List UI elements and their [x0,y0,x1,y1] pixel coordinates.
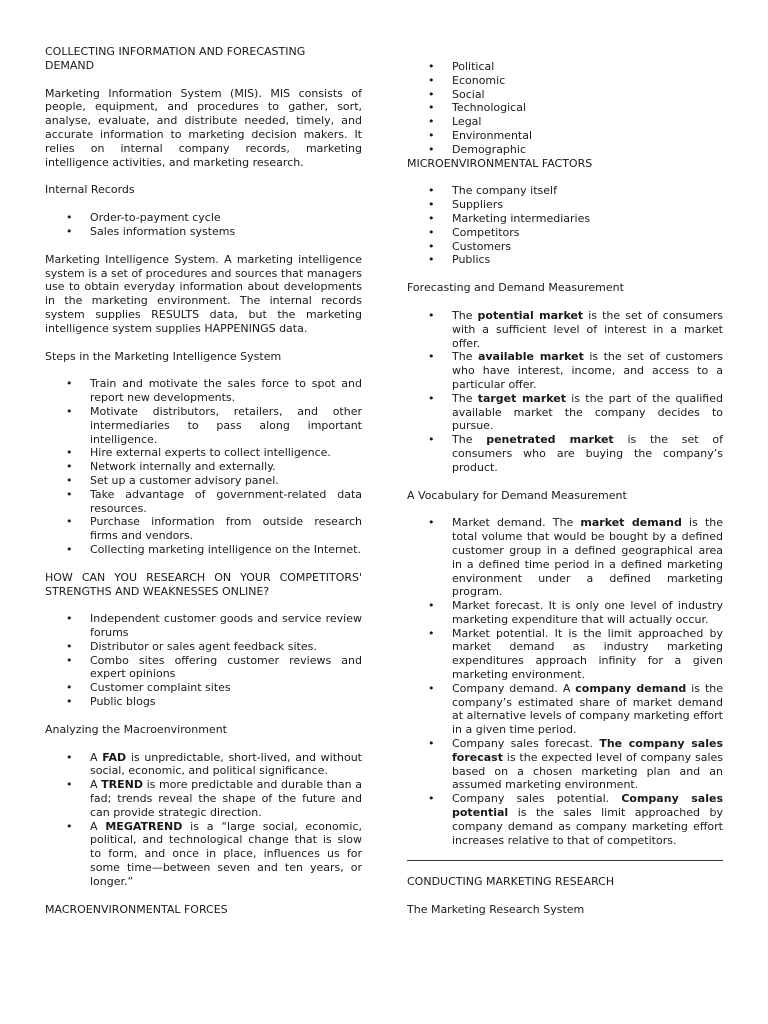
term-highlight: penetrated market [486,433,614,447]
list-item: • Environmental [407,129,723,143]
item-text: Company demand. A [452,681,576,695]
item-text: A [90,819,106,833]
list-item: • Customers [407,240,723,254]
list-item [407,392,723,433]
macro-heading: Analyzing the Macroenvironment [45,722,227,736]
term-highlight: available market [477,350,584,364]
forecast-heading: Forecasting and Demand Measurement [407,281,624,295]
item-text: Market potential. It is the limit approached by market demand as industry marketing expenditures approach infinity for a given marketing environment. [452,626,723,682]
market-definitions-list [407,309,723,475]
item-text: is the company’s estimated share of market demand at alternative levels of company marketing effort in a given time period. [452,681,723,737]
list-item: • Demographic [407,143,723,157]
list-item [45,751,362,779]
list-item [407,516,723,599]
item-text: is the sales limit approached by company demand as company marketing effort increases relative to that of competitors. [452,806,723,847]
list-item: • Suppliers [407,198,723,212]
term-highlight: MEGATREND [105,819,183,833]
term-highlight: The company sales forecast [452,737,724,764]
item-text: The [452,350,478,364]
list-item: • The company itself [407,184,723,198]
item-text: Company sales forecast. [452,737,600,751]
list-item: • Train and motivate the sales force to spot and report new developments. [45,377,362,405]
demand-vocabulary-list [407,516,723,847]
item-text: Market demand. The [452,516,581,530]
term-highlight: FAD [102,750,127,764]
list-item [45,820,362,889]
item-text: is more predictable and durable than a fad; trends reveal the shape of the future and can provide strategic direction. [90,778,362,819]
term-highlight: target market [477,391,567,405]
internal-records-list [45,211,362,239]
list-item [407,433,723,474]
right-column [407,0,723,917]
list-item [407,627,723,682]
list-item [407,309,723,350]
term-highlight: company demand [575,681,687,695]
item-text: is the part of the qualified available market the company decides to pursue. [452,391,723,433]
document-title: COLLECTING INFORMATION AND FORECASTING DEMAND [45,45,306,72]
steps-list [45,377,362,556]
list-item: • Public blogs [45,695,362,709]
list-item: • Set up a customer advisory panel. [45,474,362,488]
list-item: • Political [407,60,723,74]
list-item: • Technological [407,101,723,115]
item-text: Company sales potential. [452,792,622,806]
item-text: is unpredictable, short-lived, and without social, economic, and political significance. [90,750,362,778]
list-item: • Customer complaint sites [45,681,362,695]
marketing-intelligence-paragraph: Marketing Intelligence System. A marketing intelligence system is a set of procedures and sources that managers use to obtain everyday information about developments in the marketing environment. The internal records system supplies RESULTS data, but the marketing intelligence system supplies HAPPENINGS data. [45,252,362,335]
list-item: • Motivate distributors, retailers, and other intermediaries to pass along important intelligence. [45,405,362,446]
list-item: • Combo sites offering customer reviews and expert opinions [45,654,362,682]
list-item [407,737,723,792]
list-item: • Collecting marketing intelligence on the Internet. [45,543,362,557]
list-item: • Distributor or sales agent feedback sites. [45,640,362,654]
left-column [45,0,362,916]
term-highlight: TREND [101,778,143,792]
item-text: is the set of consumers who are buying the company’s product. [452,433,723,474]
section-divider [407,860,723,861]
list-item: • Marketing intermediaries [407,212,723,226]
list-item: • Network internally and externally. [45,460,362,474]
steps-heading: Steps in the Marketing Intelligence System [45,349,282,363]
item-text: is a “large social, economic, political, and technological change that is slow to form, and once in place, influences us for some time—between seven and ten years, or longer.” [90,819,362,888]
item-text: The [452,433,487,447]
item-text: The [452,391,478,405]
term-highlight: potential market [477,308,584,322]
list-item: • Sales information systems [45,225,362,239]
list-item: • Publics [407,253,723,267]
item-text: is the set of customers who have interest, income, and access to a particular offer. [452,350,723,391]
list-item: • Legal [407,115,723,129]
list-item: • Take advantage of government-related data resources. [45,488,362,516]
item-text: is the total volume that would be bought by a defined customer group in a defined geographical area in a defined time period in a defined marketing environment under a defined marketing program. [452,516,723,599]
list-item [407,682,723,737]
item-text: The [452,308,478,322]
research-heading: CONDUCTING MARKETING RESEARCH [407,875,615,889]
list-item: • Economic [407,74,723,88]
item-text: Market forecast. It is only one level of industry marketing expenditure that will actually occur. [452,599,723,626]
list-item [407,792,723,847]
competitors-heading: HOW CAN YOU RESEARCH ON YOUR COMPETITORS' STRENGTHS AND WEAKNESSES ONLINE? [45,570,362,598]
item-text: is the expected level of company sales based on a chosen marketing plan and an assumed marketing environment. [452,750,723,792]
list-item: • Social [407,88,723,102]
research-system-heading: The Marketing Research System [407,903,585,917]
list-item: • Competitors [407,226,723,240]
item-text: A [90,750,103,764]
list-item: • Order-to-payment cycle [45,211,362,225]
term-highlight: market demand [580,516,682,530]
micro-factors-list [407,184,723,267]
macro-list [45,751,362,889]
item-text: A [90,778,102,792]
list-item [407,350,723,391]
micro-heading: MICROENVIRONMENTAL FACTORS [407,156,593,170]
competitors-list [45,612,362,709]
list-item: • Independent customer goods and service review forums [45,612,362,640]
item-text: is the set of consumers with a sufficient level of interest in a market offer. [452,308,723,350]
list-item: • Hire external experts to collect intelligence. [45,446,362,460]
macro-forces-list [407,60,723,157]
list-item [407,599,723,627]
term-highlight: Company sales potential [452,792,723,820]
internal-records-heading: Internal Records [45,183,135,197]
vocabulary-heading: A Vocabulary for Demand Measurement [407,488,627,502]
mis-paragraph: Marketing Information System (MIS). MIS consists of people, equipment, and procedures to gather, sort, analyse, evaluate, and distribute needed, timely, and accurate information to marketing decision makers. It relies on internal company records, marketing intelligence activities, and marketing research. [45,86,362,169]
list-item [45,778,362,819]
list-item: • Purchase information from outside research firms and vendors. [45,515,362,543]
macro-forces-heading: MACROENVIRONMENTAL FORCES [45,902,228,916]
